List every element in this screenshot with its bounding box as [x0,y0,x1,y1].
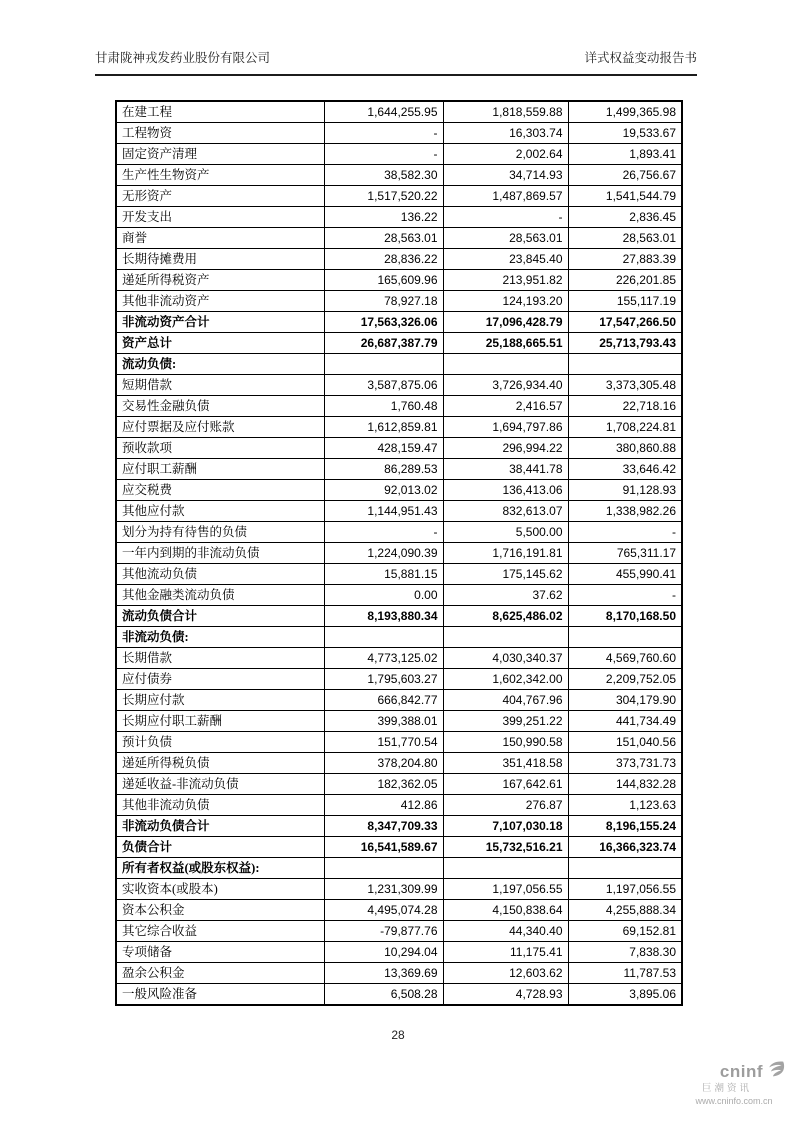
row-label: 商誉 [116,228,324,249]
table-row [116,101,682,123]
cell-value: 182,362.05 [324,774,443,795]
row-label: 负债合计 [116,837,324,858]
table-row [116,522,682,543]
table-row [116,879,682,900]
cell-value: 3,373,305.48 [568,375,682,396]
cell-value: 2,416.57 [443,396,568,417]
cell-value [443,354,568,375]
table-row [116,900,682,921]
cell-value: 2,836.45 [568,207,682,228]
cell-value: 4,150,838.64 [443,900,568,921]
cell-value: -79,877.76 [324,921,443,942]
cell-value: 25,713,793.43 [568,333,682,354]
table-row [116,585,682,606]
cell-value [568,354,682,375]
cell-value: 2,002.64 [443,144,568,165]
cell-value: 1,694,797.86 [443,417,568,438]
cell-value: 1,231,309.99 [324,879,443,900]
cell-value: 3,895.06 [568,984,682,1006]
cell-value: 92,013.02 [324,480,443,501]
table-row [116,207,682,228]
row-label: 长期应付职工薪酬 [116,711,324,732]
row-label: 非流动资产合计 [116,312,324,333]
row-label: 非流动负债: [116,627,324,648]
table-row [116,774,682,795]
cell-value: 666,842.77 [324,690,443,711]
table-row [116,795,682,816]
row-label: 应付职工薪酬 [116,459,324,480]
row-label: 递延所得税负债 [116,753,324,774]
cninfo-swirl-icon [765,1060,785,1083]
table-row [116,438,682,459]
cell-value: 2,209,752.05 [568,669,682,690]
row-label: 固定资产清理 [116,144,324,165]
row-label: 资本公积金 [116,900,324,921]
cell-value: 1,517,520.22 [324,186,443,207]
table-row [116,291,682,312]
row-label: 递延收益-非流动负债 [116,774,324,795]
cell-value: 22,718.16 [568,396,682,417]
row-label: 交易性金融负债 [116,396,324,417]
cell-value [568,858,682,879]
cell-value: 17,563,326.06 [324,312,443,333]
cell-value: 378,204.80 [324,753,443,774]
cell-value: 404,767.96 [443,690,568,711]
cell-value: 16,541,589.67 [324,837,443,858]
cell-value: 428,159.47 [324,438,443,459]
table-row [116,123,682,144]
cell-value: 1,602,342.00 [443,669,568,690]
cell-value: 38,441.78 [443,459,568,480]
table-row [116,144,682,165]
cell-value: 3,726,934.40 [443,375,568,396]
cell-value: 7,838.30 [568,942,682,963]
balance-sheet-body [116,101,682,1005]
cell-value: - [568,522,682,543]
cell-value: 28,563.01 [324,228,443,249]
cell-value: 27,883.39 [568,249,682,270]
cell-value: 10,294.04 [324,942,443,963]
cell-value: 26,756.67 [568,165,682,186]
cell-value: 33,646.42 [568,459,682,480]
row-label: 资产总计 [116,333,324,354]
cell-value: 1,612,859.81 [324,417,443,438]
cell-value: 28,563.01 [568,228,682,249]
cell-value: 69,152.81 [568,921,682,942]
cell-value: 4,495,074.28 [324,900,443,921]
row-label: 预收款项 [116,438,324,459]
cell-value: 136,413.06 [443,480,568,501]
cell-value: 17,096,428.79 [443,312,568,333]
cell-value: 4,255,888.34 [568,900,682,921]
table-row [116,312,682,333]
cell-value: 150,990.58 [443,732,568,753]
table-row [116,837,682,858]
cell-value [443,627,568,648]
cell-value: 296,994.22 [443,438,568,459]
cell-value: 1,144,951.43 [324,501,443,522]
cninfo-logo-row [679,1060,789,1083]
cell-value: 399,251.22 [443,711,568,732]
cell-value: 11,175.41 [443,942,568,963]
cell-value: - [324,144,443,165]
cell-value: 441,734.49 [568,711,682,732]
row-label: 长期借款 [116,648,324,669]
table-row [116,396,682,417]
cell-value: 124,193.20 [443,291,568,312]
cell-value: 351,418.58 [443,753,568,774]
cell-value: 380,860.88 [568,438,682,459]
cell-value: 38,582.30 [324,165,443,186]
table-row [116,942,682,963]
cell-value: 8,170,168.50 [568,606,682,627]
cell-value: 1,716,191.81 [443,543,568,564]
cell-value: 15,732,516.21 [443,837,568,858]
cell-value: 144,832.28 [568,774,682,795]
row-label: 预计负债 [116,732,324,753]
table-row [116,606,682,627]
row-label: 应交税费 [116,480,324,501]
cninfo-logo-url: www.cninfo.com.cn [695,1096,773,1107]
row-label: 流动负债合计 [116,606,324,627]
cell-value: 4,030,340.37 [443,648,568,669]
table-row [116,564,682,585]
row-label: 专项储备 [116,942,324,963]
cell-value [324,858,443,879]
cell-value: 91,128.93 [568,480,682,501]
document-header [95,50,697,76]
cell-value: 16,366,323.74 [568,837,682,858]
cell-value: 1,487,869.57 [443,186,568,207]
cell-value: 23,845.40 [443,249,568,270]
row-label: 长期待摊费用 [116,249,324,270]
table-row [116,354,682,375]
cell-value: 213,951.82 [443,270,568,291]
row-label: 划分为持有待售的负债 [116,522,324,543]
table-row [116,543,682,564]
row-label: 工程物资 [116,123,324,144]
cell-value: 37.62 [443,585,568,606]
cell-value: 1,123.63 [568,795,682,816]
table-row [116,459,682,480]
cell-value: 44,340.40 [443,921,568,942]
cell-value: 175,145.62 [443,564,568,585]
cell-value: 373,731.73 [568,753,682,774]
cell-value: 8,193,880.34 [324,606,443,627]
cell-value: 1,499,365.98 [568,101,682,123]
row-label: 其他非流动负债 [116,795,324,816]
cell-value: 78,927.18 [324,291,443,312]
cell-value: 34,714.93 [443,165,568,186]
cell-value: 167,642.61 [443,774,568,795]
table-row [116,963,682,984]
cell-value: 26,687,387.79 [324,333,443,354]
row-label: 盈余公积金 [116,963,324,984]
table-row [116,165,682,186]
cell-value: 19,533.67 [568,123,682,144]
cell-value [324,627,443,648]
row-label: 在建工程 [116,101,324,123]
row-label: 非流动负债合计 [116,816,324,837]
row-label: 其他金融类流动负债 [116,585,324,606]
cell-value: 86,289.53 [324,459,443,480]
table-row [116,270,682,291]
row-label: 所有者权益(或股东权益): [116,858,324,879]
table-row [116,669,682,690]
row-label: 其他非流动资产 [116,291,324,312]
cell-value: 1,338,982.26 [568,501,682,522]
row-label: 递延所得税资产 [116,270,324,291]
report-title: 详式权益变动报告书 [584,51,697,65]
table-row [116,417,682,438]
row-label: 实收资本(或股本) [116,879,324,900]
table-row [116,186,682,207]
cell-value: 4,569,760.60 [568,648,682,669]
cninfo-logo-chinese: 巨潮资讯 [701,1083,752,1095]
cell-value: 28,563.01 [443,228,568,249]
row-label: 应付票据及应付账款 [116,417,324,438]
cell-value: 4,728.93 [443,984,568,1006]
cell-value: 25,188,665.51 [443,333,568,354]
cell-value: 226,201.85 [568,270,682,291]
row-label: 生产性生物资产 [116,165,324,186]
cell-value: - [568,585,682,606]
table-row [116,984,682,1006]
cell-value: 136.22 [324,207,443,228]
table-row [116,228,682,249]
table-row [116,501,682,522]
row-label: 其他流动负债 [116,564,324,585]
table-row [116,858,682,879]
cell-value [568,627,682,648]
cell-value: 12,603.62 [443,963,568,984]
cell-value: 1,760.48 [324,396,443,417]
cell-value: - [324,123,443,144]
row-label: 开发支出 [116,207,324,228]
cell-value: 17,547,266.50 [568,312,682,333]
balance-sheet-table [115,100,683,1006]
cell-value: 28,836.22 [324,249,443,270]
row-label: 长期应付款 [116,690,324,711]
company-name: 甘肃陇神戎发药业股份有限公司 [95,51,271,65]
cell-value: 412.86 [324,795,443,816]
cell-value: 765,311.17 [568,543,682,564]
cell-value: 5,500.00 [443,522,568,543]
cell-value: 7,107,030.18 [443,816,568,837]
cell-value: 1,818,559.88 [443,101,568,123]
cell-value: 1,644,255.95 [324,101,443,123]
cell-value: 4,773,125.02 [324,648,443,669]
row-label: 无形资产 [116,186,324,207]
cell-value: 155,117.19 [568,291,682,312]
table-row [116,249,682,270]
table-row [116,753,682,774]
row-label: 其他应付款 [116,501,324,522]
cell-value: 8,625,486.02 [443,606,568,627]
cell-value: 1,197,056.55 [568,879,682,900]
row-label: 一般风险准备 [116,984,324,1006]
table-row [116,732,682,753]
table-row [116,333,682,354]
cell-value: 13,369.69 [324,963,443,984]
table-row [116,627,682,648]
table-row [116,711,682,732]
cell-value: 1,795,603.27 [324,669,443,690]
row-label: 一年内到期的非流动负债 [116,543,324,564]
cell-value: 1,224,090.39 [324,543,443,564]
cell-value: 11,787.53 [568,963,682,984]
cell-value: 399,388.01 [324,711,443,732]
cell-value [324,354,443,375]
cninfo-logo [679,1060,789,1107]
cell-value: 165,609.96 [324,270,443,291]
row-label: 应付债券 [116,669,324,690]
row-label: 短期借款 [116,375,324,396]
table-row [116,375,682,396]
cell-value: 1,541,544.79 [568,186,682,207]
cell-value: - [443,207,568,228]
cell-value: 0.00 [324,585,443,606]
cell-value [443,858,568,879]
cell-value: 1,708,224.81 [568,417,682,438]
cell-value: 276.87 [443,795,568,816]
cell-value: 832,613.07 [443,501,568,522]
table-row [116,921,682,942]
cell-value: - [324,522,443,543]
cell-value: 151,770.54 [324,732,443,753]
cell-value: 304,179.90 [568,690,682,711]
cell-value: 1,893.41 [568,144,682,165]
row-label: 其它综合收益 [116,921,324,942]
cell-value: 151,040.56 [568,732,682,753]
cninfo-logo-text: cninf [719,1061,763,1081]
cell-value: 15,881.15 [324,564,443,585]
page-number: 28 [391,1028,405,1042]
table-row [116,648,682,669]
cell-value: 455,990.41 [568,564,682,585]
cell-value: 6,508.28 [324,984,443,1006]
table-row [116,690,682,711]
row-label: 流动负债: [116,354,324,375]
cell-value: 3,587,875.06 [324,375,443,396]
cell-value: 1,197,056.55 [443,879,568,900]
cell-value: 16,303.74 [443,123,568,144]
table-row [116,816,682,837]
cell-value: 8,196,155.24 [568,816,682,837]
cell-value: 8,347,709.33 [324,816,443,837]
table-row [116,480,682,501]
